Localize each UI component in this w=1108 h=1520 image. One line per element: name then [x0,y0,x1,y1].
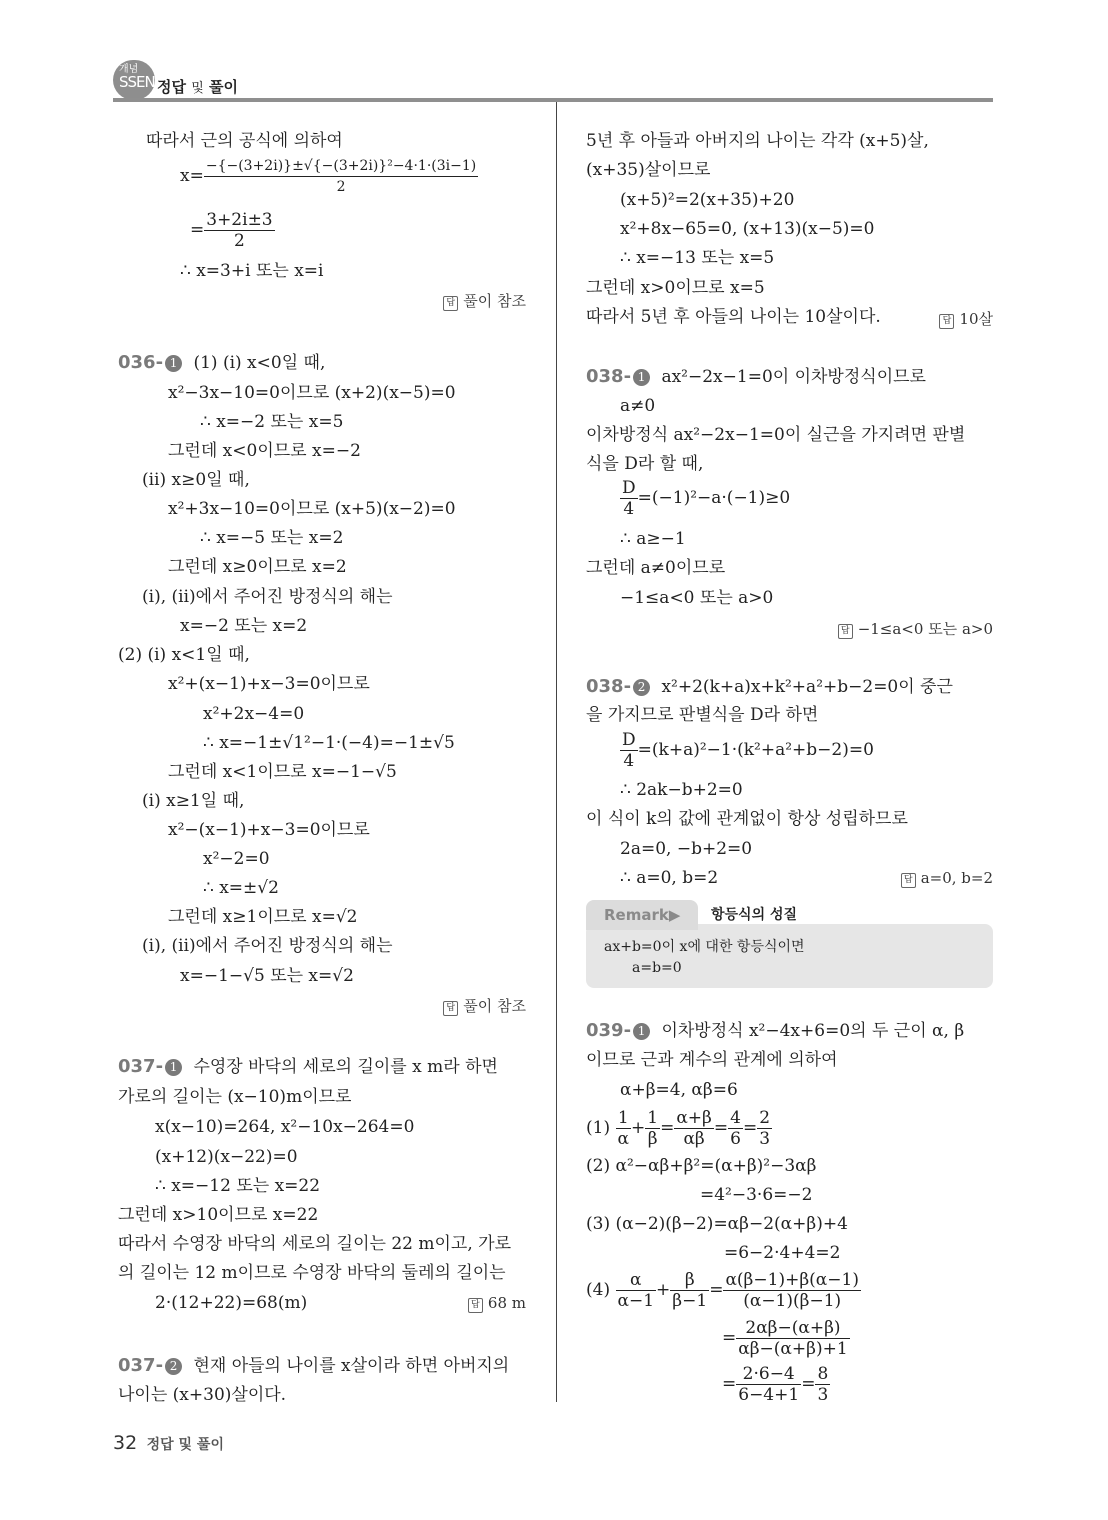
text-line: ∴ 2ak−b+2=0 [620,780,743,800]
footer-title: 정답 및 풀이 [146,1437,224,1453]
text-line: −1≤a<0 또는 a>0 [620,588,774,608]
formula-line: $\frac{D}{4}$ =(−1)²−a·(−1)≥0 [622,478,791,519]
page-number: 32 [113,1432,138,1454]
page-footer [113,1432,224,1454]
text-line: ∴ a≥−1 [620,529,686,549]
text-line: 을 가지므로 판별식을 D라 하면 [586,705,819,725]
text-line: 그런데 x>10이므로 x=22 [118,1205,319,1225]
header-rule [113,98,993,102]
text-line: 가로의 길이는 (x−10)m이므로 [118,1087,352,1107]
formula-q1: (1) $\frac{1}{\alpha}$ + $\frac{1}{\beta}$ = $\frac{\alpha+\beta}{\alpha\beta}$ = $\frac{4}{6}$ = $\frac{2}{3}$ [586,1108,771,1149]
text-line: x²+(x−1)+x−3=0이므로 [168,674,370,694]
text-line: ∴ x=−12 또는 x=22 [155,1176,321,1196]
text-line: x=−2 또는 x=2 [180,616,308,636]
text-line: x²+3x−10=0이므로 (x+5)(x−2)=0 [168,499,456,519]
text-line: 2a=0, −b+2=0 [620,839,753,859]
text-line: (ⅰ), (ⅱ)에서 주어진 방정식의 해는 [142,587,393,607]
text-line: (x+12)(x−22)=0 [155,1147,298,1167]
text-line: (2) α²−αβ+β²=(α+β)²−3αβ [586,1156,817,1176]
answer-icon: 답 [939,314,954,329]
text-line: 식을 D라 할 때, [586,454,704,474]
answer-mark: 답 풀이 참조 [443,995,526,1016]
problem-header-039-1: 039- 1 이차방정식 x²−4x+6=0의 두 근이 α, β [586,1020,965,1041]
text-line: 그런데 x<0이므로 x=−2 [168,441,361,461]
text-line: (ⅰ), (ⅱ)에서 주어진 방정식의 해는 [142,936,393,956]
problem-header-038-2: 038- 2 x²+2(k+a)x+k²+a²+b−2=0이 중근 [586,676,953,697]
text-line: x²−(x−1)+x−3=0이므로 [168,820,370,840]
text-line: ∴ x=±√2 [203,878,279,898]
answer-icon: 답 [443,296,458,311]
text-line: ∴ x=3+i 또는 x=i [180,261,324,281]
text-line: (3) (α−2)(β−2)=αβ−2(α+β)+4 [586,1214,848,1234]
text-line: 따라서 근의 공식에 의하여 [146,131,343,151]
remark-box [586,900,993,988]
text-line: α+β=4, αβ=6 [620,1080,738,1100]
answer-mark: 답 68 m [468,1294,526,1313]
text-line: x=−1−√5 또는 x=√2 [180,966,354,986]
text-line: 그런데 x>0이므로 x=5 [586,278,765,298]
problem-header-037-1: 037- 1 수영장 바닥의 세로의 길이를 x m라 하면 [118,1056,498,1077]
text-line: 따라서 5년 후 아들의 나이는 10살이다. [586,307,881,327]
answer-mark: 답 −1≤a<0 또는 a>0 [838,618,993,639]
remark-title: 항등식의 성질 [711,907,798,923]
text-line: (2) (ⅰ) x<1일 때, [118,645,250,665]
formula-line: x= $\frac{\text{−\{−(3+2i)\}±√\{−(3+2i)\}²−4·1·(3i−1)}}{2}$ [180,158,477,195]
answer-mark: 답 10살 [939,308,993,329]
text-line: x²−3x−10=0이므로 (x+2)(x−5)=0 [168,383,456,403]
text-line: ∴ x=−13 또는 x=5 [620,248,775,268]
text-line: 나이는 (x+30)살이다. [118,1385,287,1405]
text-line: 그런데 x<1이므로 x=−1−√5 [168,762,397,782]
remark-tag: Remark▶ [586,900,698,930]
text-line: x²+8x−65=0, (x+13)(x−5)=0 [620,219,875,239]
column-divider [556,102,557,1402]
text-line: 그런데 a≠0이므로 [586,558,726,578]
text-line: 그런데 x≥0이므로 x=2 [168,557,347,577]
text-line: a≠0 [620,396,656,416]
text-line: ∴ a=0, b=2 [620,868,719,888]
text-line: ∴ x=−5 또는 x=2 [200,528,344,548]
text-line: x²+2x−4=0 [203,704,305,724]
formula-q4-step3: = $\frac{2\cdot 6-4}{6-4+1}$ = $\frac{8}{3}$ [722,1364,829,1405]
remark-body [586,924,993,988]
answer-icon: 답 [468,1298,483,1313]
text-line: 2·(12+22)=68(m) [155,1293,308,1313]
text-line: 따라서 수영장 바닥의 세로의 길이는 22 m이고, 가로 [118,1234,511,1254]
text-line: =4²−3·6=−2 [700,1185,813,1205]
answer-mark: 답 a=0, b=2 [901,869,993,888]
answer-icon: 답 [838,624,853,639]
text-line: 그런데 x≥1이므로 x=√2 [168,907,358,927]
answer-icon: 답 [443,1001,458,1016]
text-line: (x+5)²=2(x+35)+20 [620,190,795,210]
problem-header-038-1: 038- 1 ax²−2x−1=0이 이차방정식이므로 [586,366,926,387]
answer-icon: 답 [901,873,916,888]
header-title: 정답 및 풀이 [157,78,238,96]
text-line: 이므로 근과 계수의 관계에 의하여 [586,1050,838,1070]
answer-mark: 답 풀이 참조 [443,290,526,311]
text-line: (x+35)살이므로 [586,160,711,180]
formula-line: $\frac{D}{4}$ =(k+a)²−1·(k²+a²+b−2)=0 [622,730,874,771]
brand-logo: 개념 SSEN [113,60,155,100]
remark-line: ax+b=0이 x에 대한 항등식이면 [604,939,805,955]
text-line: 이 식이 k의 값에 관계없이 항상 성립하므로 [586,809,908,829]
text-line: (ⅰ) x≥1일 때, [142,791,245,811]
formula-q4: (4) $\frac{\alpha}{\alpha-1}$ + $\frac{\beta}{\beta-1}$ = $\frac{\alpha(\beta-1)+\beta(\alpha-1)}{(\alpha-1)(\beta-1)}$ [586,1270,859,1311]
text-line: ∴ x=−1±√1²−1·(−4)=−1±√5 [203,733,455,753]
text-line: x²−2=0 [203,849,270,869]
text-line: 이차방정식 ax²−2x−1=0이 실근을 가지려면 판별 [586,425,966,445]
problem-header-036: 036- 1 (1) (ⅰ) x<0일 때, [118,352,326,373]
formula-q4-step2: = $\frac{2\alpha\beta-(\alpha+\beta)}{\alpha\beta-(\alpha+\beta)+1}$ [722,1318,848,1359]
text-line: (ⅱ) x≥0일 때, [142,470,250,490]
text-line: x(x−10)=264, x²−10x−264=0 [155,1117,415,1137]
formula-line: = $\frac{3+2i\pm 3}{2}$ [190,210,273,251]
remark-line: a=b=0 [632,960,682,976]
text-line: 5년 후 아들과 아버지의 나이는 각각 (x+5)살, [586,131,929,151]
text-line: =6−2·4+4=2 [724,1243,841,1263]
text-line: 의 길이는 12 m이므로 수영장 바닥의 둘레의 길이는 [118,1263,506,1283]
problem-header-037-2: 037- 2 현재 아들의 나이를 x살이라 하면 아버지의 [118,1355,510,1376]
text-line: ∴ x=−2 또는 x=5 [200,412,344,432]
